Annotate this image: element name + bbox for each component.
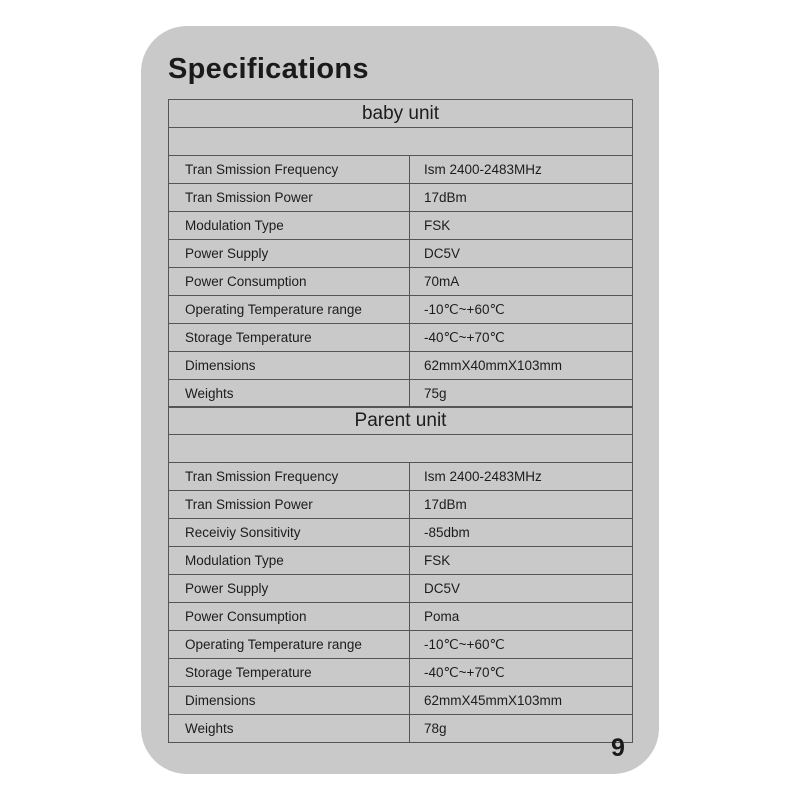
spec-label: Operating Temperature range (169, 296, 410, 324)
spec-value: 17dBm (410, 184, 633, 212)
spec-value: Ism 2400-2483MHz (410, 156, 633, 184)
page-number: 9 (611, 734, 625, 762)
spec-value: -10℃~+60℃ (410, 296, 633, 324)
spec-label: Tran Smission Frequency (169, 156, 410, 184)
parent-unit-heading: Parent unit (169, 407, 633, 435)
spec-value: -40℃~+70℃ (410, 659, 633, 687)
parent-unit-table (168, 406, 633, 743)
baby-unit-heading: baby unit (169, 100, 633, 128)
spec-value: 62mmX45mmX103mm (410, 687, 633, 715)
spec-value: 62mmX40mmX103mm (410, 352, 633, 380)
table-gap (169, 128, 633, 156)
parent-unit-header-row (169, 407, 633, 435)
table-row (169, 184, 633, 212)
table-row (169, 631, 633, 659)
spec-label: Modulation Type (169, 212, 410, 240)
spec-value: 17dBm (410, 491, 633, 519)
spec-value: -40℃~+70℃ (410, 324, 633, 352)
table-gap (169, 435, 633, 463)
spec-label: Dimensions (169, 352, 410, 380)
spec-label: Power Consumption (169, 268, 410, 296)
table-row (169, 212, 633, 240)
baby-unit-body (169, 128, 633, 408)
spec-label: Storage Temperature (169, 324, 410, 352)
spec-label: Power Consumption (169, 603, 410, 631)
table-row (169, 156, 633, 184)
spec-value: FSK (410, 547, 633, 575)
spec-label: Power Supply (169, 575, 410, 603)
table-row (169, 296, 633, 324)
spec-label: Tran Smission Power (169, 491, 410, 519)
spec-label: Modulation Type (169, 547, 410, 575)
table-row (169, 240, 633, 268)
table-row (169, 659, 633, 687)
spec-value: DC5V (410, 575, 633, 603)
table-row (169, 687, 633, 715)
baby-unit-table (168, 99, 633, 408)
table-row (169, 715, 633, 743)
spec-value: 75g (410, 380, 633, 408)
spec-label: Power Supply (169, 240, 410, 268)
table-row (169, 324, 633, 352)
spec-value: Ism 2400-2483MHz (410, 463, 633, 491)
table-row (169, 491, 633, 519)
spec-label: Dimensions (169, 687, 410, 715)
baby-unit-header-row (169, 100, 633, 128)
spec-label: Weights (169, 715, 410, 743)
spec-value: -85dbm (410, 519, 633, 547)
table-row (169, 352, 633, 380)
parent-unit-body (169, 435, 633, 743)
table-row (169, 268, 633, 296)
spec-value: 70mA (410, 268, 633, 296)
table-row (169, 380, 633, 408)
table-row (169, 603, 633, 631)
spec-label: Operating Temperature range (169, 631, 410, 659)
table-row (169, 519, 633, 547)
spec-label: Weights (169, 380, 410, 408)
spec-value: 78g (410, 715, 633, 743)
spec-value: DC5V (410, 240, 633, 268)
table-row (169, 463, 633, 491)
spec-label: Tran Smission Power (169, 184, 410, 212)
spec-value: -10℃~+60℃ (410, 631, 633, 659)
table-row (169, 547, 633, 575)
page-title: Specifications (168, 53, 369, 85)
spec-label: Receiviy Sonsitivity (169, 519, 410, 547)
table-row (169, 575, 633, 603)
spec-label: Storage Temperature (169, 659, 410, 687)
spec-label: Tran Smission Frequency (169, 463, 410, 491)
spec-value: FSK (410, 212, 633, 240)
spec-value: Poma (410, 603, 633, 631)
